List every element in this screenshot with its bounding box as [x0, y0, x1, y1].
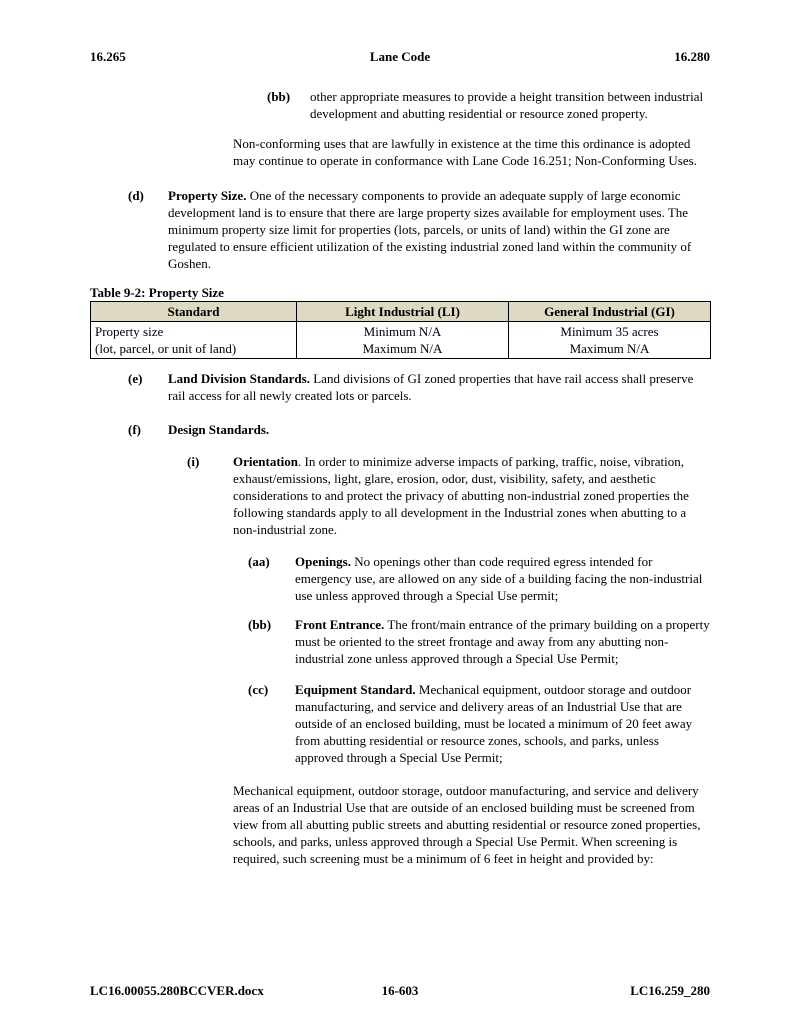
table-header-row: [91, 302, 711, 322]
item-label: (f): [128, 422, 141, 437]
header-left-code: 16.265: [90, 49, 126, 64]
header-right-code: 16.280: [674, 49, 710, 64]
item-label: (e): [128, 371, 143, 386]
list-item-aa: [90, 553, 710, 604]
item-text: other appropriate measures to provide a height transition between industrial development and abutting residential or resource zoned property.: [310, 89, 704, 121]
item-body: [295, 553, 710, 604]
list-item-f: [90, 421, 710, 438]
list-item-cc: [90, 681, 710, 766]
property-size-table: [90, 301, 711, 359]
item-text: Mechanical equipment, outdoor storage and outdoor manufacturing, and service and delivery areas of an Industrial Use that are outside of an enclosed building, must be located a minimum of 20 feet away from abutting residential or resource zones, schools, and parks, unless approved through a Special Use Permit;: [295, 682, 693, 765]
item-label: (bb): [248, 617, 272, 632]
item-text: . In order to minimize adverse impacts of parking, traffic, noise, vibration, exhaust/emissions, light, glare, erosion, odor, dust, visibility, safety, and aesthetic considerations to and protect the privacy of abutting non-industrial zoned properties the following standards apply to all development in the Industrial zones when abutting to a non-industrial zone.: [233, 454, 689, 537]
footer-page-number: 16-603: [381, 983, 419, 998]
page-title: Lane Code: [369, 49, 431, 64]
item-text: No openings other than code required egress intended for emergency use, are allowed on any side of a building facing the non-industrial use unless approved through a Special Use permit;: [295, 554, 703, 603]
footer-doc-code: LC16.259_280: [630, 983, 710, 998]
cell-light-industrial: Minimum N/A Maximum N/A: [297, 322, 509, 359]
item-body: [233, 453, 710, 538]
item-body: [295, 616, 710, 667]
list-item-i: [90, 453, 710, 538]
item-lead: Design Standards.: [168, 422, 270, 437]
item-lead: Land Division Standards.: [168, 371, 310, 386]
list-item-bb: [90, 616, 710, 667]
column-header-standard: Standard: [91, 302, 297, 322]
item-label: (aa): [248, 554, 270, 569]
cell-standard: Property size (lot, parcel, or unit of land): [91, 322, 297, 359]
item-body: [295, 681, 710, 766]
item-label: (i): [187, 454, 200, 469]
cell-general-industrial: Minimum 35 acres Maximum N/A: [509, 322, 711, 359]
item-lead: Front Entrance.: [295, 617, 385, 632]
item-body: [168, 370, 710, 404]
list-item-bb-continued: [90, 88, 710, 122]
item-label: (d): [128, 188, 144, 203]
list-item-e: [90, 370, 710, 404]
item-lead: Openings.: [295, 554, 351, 569]
paragraph-nonconforming: Non-conforming uses that are lawfully in existence at the time this ordinance is adopted may continue to operate in conformance with Lane Code 16.251; Non-Conforming Uses.: [233, 136, 697, 168]
column-header-gi: General Industrial (GI): [509, 302, 711, 322]
list-item-d: [90, 187, 710, 272]
footer-filename: LC16.00055.280BCCVER.docx: [90, 983, 264, 998]
item-label: (bb): [267, 89, 291, 104]
item-body: [168, 187, 710, 272]
item-lead: Equipment Standard.: [295, 682, 416, 697]
item-lead: Property Size.: [168, 188, 247, 203]
column-header-li: Light Industrial (LI): [297, 302, 509, 322]
table-row: [91, 322, 711, 359]
page-footer: [90, 982, 710, 999]
item-text: Land divisions of GI zoned properties that have rail access shall preserve rail access for all newly created lots or parcels.: [168, 371, 694, 403]
paragraph-screening: Mechanical equipment, outdoor storage, outdoor manufacturing, and service and delivery areas of an Industrial Use that are outside of an enclosed building must be screened from view from all abutting public streets and abutting residential or resource zoned properties, schools, and parks, unless approved through a Special Use Permit. When screening is required, such screening must be a minimum of 6 feet in height and provided by:: [233, 783, 701, 866]
table-title: Table 9-2: Property Size: [90, 285, 224, 300]
item-lead: Orientation: [233, 454, 298, 469]
item-text: One of the necessary components to provide an adequate supply of large economic development land is to ensure that there are large property sizes available for employment uses. The minimum property size limit for properties (lots, parcels, or units of land) within the GI zone are regulated to ensure efficient utilization of the existing industrial zoned land within the community of Goshen.: [168, 188, 692, 271]
item-body: [168, 421, 710, 438]
page-header: [90, 48, 710, 65]
item-text: The front/main entrance of the primary building on a property must be oriented to the street frontage and away from any abutting non-industrial zone unless approved through a Special Use Permit;: [295, 617, 710, 666]
page-content: [90, 48, 710, 867]
item-label: (cc): [248, 682, 269, 697]
